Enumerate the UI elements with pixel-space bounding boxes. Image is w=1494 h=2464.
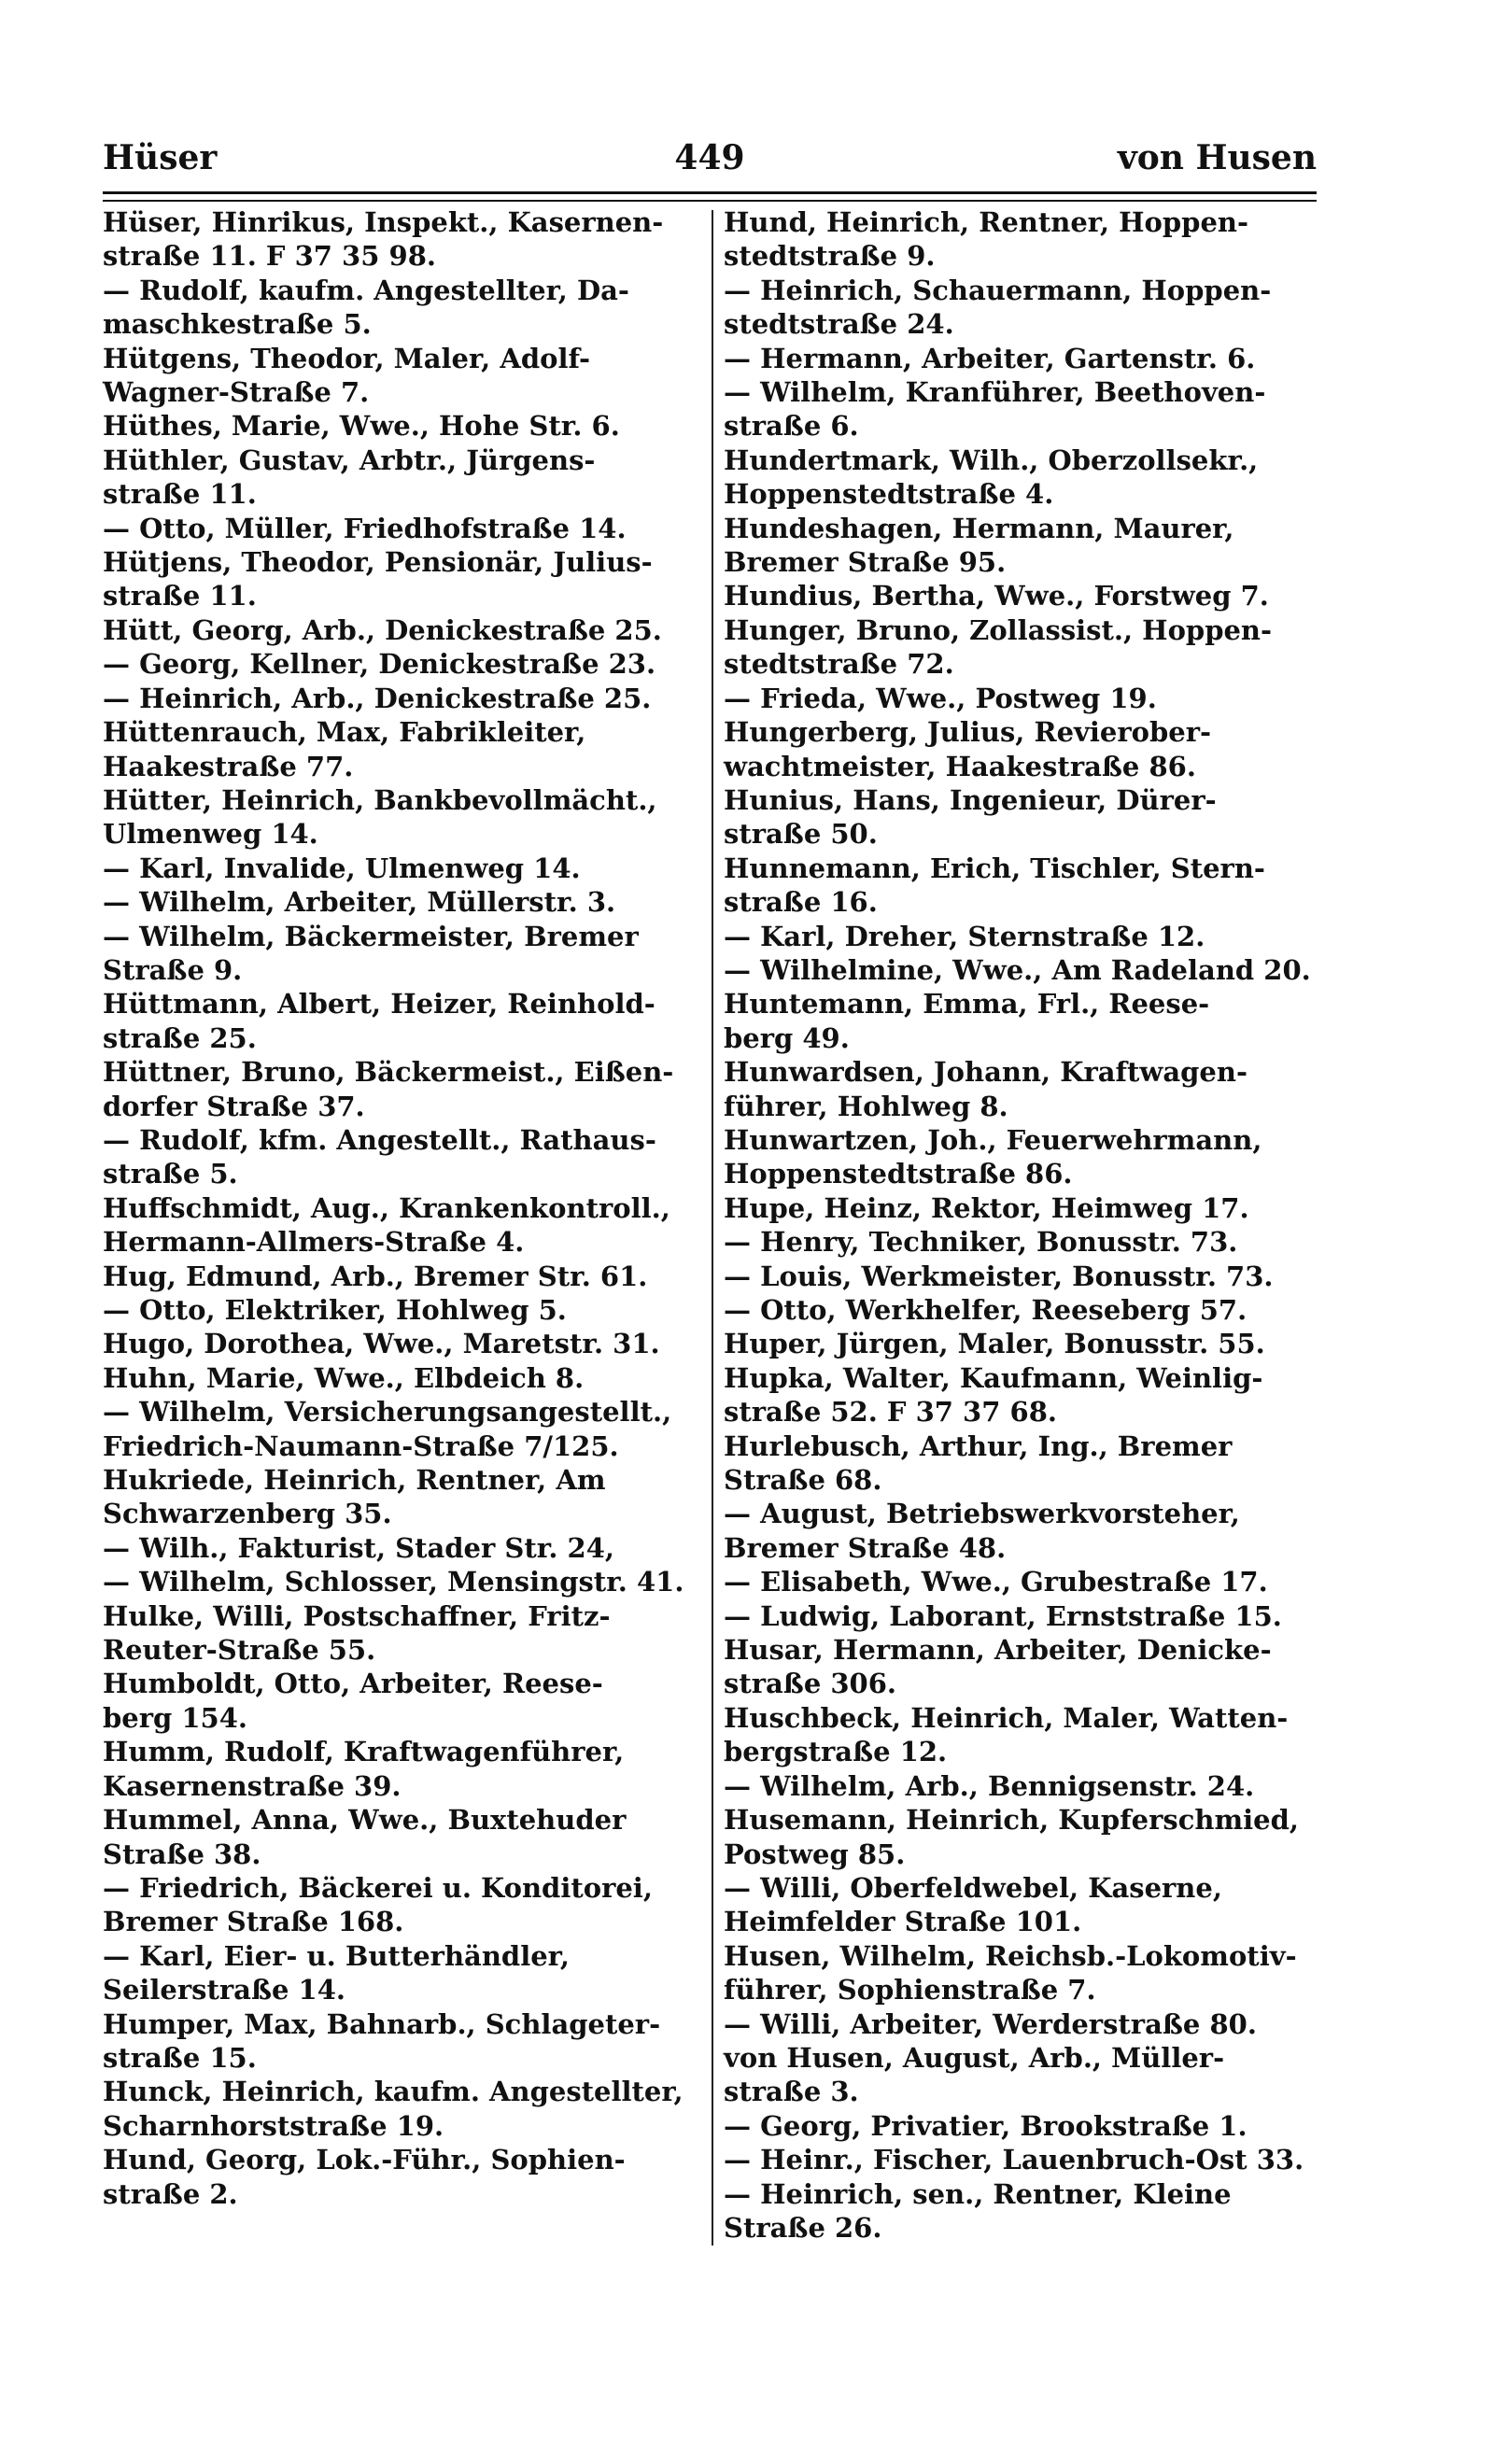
- directory-entry: [103, 1565, 700, 1598]
- directory-entry: [724, 1769, 1321, 1803]
- entry-line: Scharnhorststraße 19.: [103, 2109, 444, 2142]
- page-header: [103, 131, 1317, 187]
- entry-line: Hummel, Anna, Wwe., Buxtehuder: [103, 1804, 627, 1837]
- directory-entry: [103, 1599, 700, 1668]
- entry-line: Hütgens, Theodor, Maler, Adolf-: [103, 342, 590, 374]
- directory-entry: [724, 783, 1321, 852]
- entry-line: straße 52. F 37 37 68.: [724, 1396, 1057, 1429]
- directory-entry: [724, 1871, 1321, 1939]
- entry-line: Hüttmann, Albert, Heizer, Reinhold-: [103, 988, 655, 1021]
- directory-entry: [103, 545, 700, 613]
- directory-entry: [724, 1565, 1321, 1598]
- entry-line: Hüthler, Gustav, Arbtr., Jürgens-: [103, 444, 596, 476]
- entry-line: von Husen, August, Arb., Müller-: [724, 2041, 1225, 2074]
- directory-entry: [103, 1735, 700, 1803]
- directory-entry: [724, 579, 1321, 612]
- directory-entry: [103, 205, 700, 274]
- entry-line: — Heinrich, Arb., Denickestraße 25.: [103, 682, 652, 714]
- directory-entry: [103, 715, 700, 783]
- left-column: [103, 205, 700, 2211]
- entry-line: Hupka, Walter, Kaufmann, Weinlig-: [724, 1361, 1263, 1394]
- header-right-keyword: von Husen: [1117, 138, 1317, 177]
- directory-entry: [103, 987, 700, 1055]
- entry-line: — Hermann, Arbeiter, Gartenstr. 6.: [724, 342, 1256, 374]
- entry-line: straße 5.: [103, 1158, 238, 1190]
- directory-entry: [724, 613, 1321, 682]
- entry-line: Seilerstraße 14.: [103, 1974, 345, 2006]
- directory-entry: [103, 2007, 700, 2076]
- directory-entry: [103, 1395, 700, 1463]
- entry-line: — Heinrich, sen., Rentner, Kleine: [724, 2177, 1232, 2210]
- entry-line: — Rudolf, kaufm. Angestellter, Da-: [103, 274, 629, 306]
- directory-entry: [103, 1327, 700, 1360]
- entry-line: — Otto, Werkhelfer, Reeseberg 57.: [724, 1294, 1247, 1326]
- directory-entry: [724, 444, 1321, 512]
- directory-entry: [724, 920, 1321, 953]
- entry-line: dorfer Straße 37.: [103, 1090, 365, 1122]
- entry-line: — Karl, Invalide, Ulmenweg 14.: [103, 852, 581, 884]
- directory-entry: [103, 274, 700, 342]
- directory-entry: [724, 2177, 1321, 2246]
- directory-entry: [724, 1055, 1321, 1123]
- entry-line: Schwarzenberg 35.: [103, 1498, 392, 1530]
- entry-line: — Otto, Elektriker, Hohlweg 5.: [103, 1294, 567, 1326]
- entry-line: Heimfelder Straße 101.: [724, 1906, 1082, 1938]
- directory-entry: [103, 682, 700, 715]
- directory-entry: [724, 1327, 1321, 1360]
- entry-line: — Rudolf, kfm. Angestellt., Rathaus-: [103, 1123, 656, 1156]
- directory-entry: [103, 1055, 700, 1123]
- entry-line: Hüser, Hinrikus, Inspekt., Kasernen-: [103, 206, 664, 238]
- entry-line: Hunwartzen, Joh., Feuerwehrmann,: [724, 1123, 1262, 1156]
- header-left-keyword: Hüser: [103, 138, 218, 177]
- entry-line: Hermann-Allmers-Straße 4.: [103, 1226, 525, 1259]
- entry-line: Postweg 85.: [724, 1837, 906, 1870]
- entry-line: Hundius, Bertha, Wwe., Forstweg 7.: [724, 580, 1269, 612]
- entry-line: Hukriede, Heinrich, Rentner, Am: [103, 1464, 606, 1497]
- entry-line: Hupe, Heinz, Rektor, Heimweg 17.: [724, 1191, 1249, 1224]
- directory-entry: [103, 1463, 700, 1531]
- directory-entry: [724, 1260, 1321, 1293]
- entry-line: Hug, Edmund, Arb., Bremer Str. 61.: [103, 1260, 648, 1292]
- directory-entry: [103, 1191, 700, 1260]
- entry-line: Wagner-Straße 7.: [103, 376, 370, 409]
- entry-line: Hunck, Heinrich, kaufm. Angestellter,: [103, 2076, 684, 2108]
- directory-entry: [724, 1225, 1321, 1259]
- directory-entry: [103, 852, 700, 885]
- entry-line: straße 2.: [103, 2177, 238, 2210]
- entry-line: — Georg, Kellner, Denickestraße 23.: [103, 648, 656, 681]
- entry-line: — Ludwig, Laborant, Ernststraße 15.: [724, 1599, 1282, 1632]
- entry-line: Bremer Straße 48.: [724, 1531, 1007, 1564]
- entry-line: — Friedrich, Bäckerei u. Konditorei,: [103, 1871, 653, 1904]
- directory-entry: [724, 1361, 1321, 1429]
- header-rule-top: [103, 191, 1317, 194]
- directory-entry: [724, 1497, 1321, 1565]
- entry-line: Friedrich-Naumann-Straße 7/125.: [103, 1429, 619, 1462]
- directory-entry: [724, 1633, 1321, 1701]
- entry-line: Hunwardsen, Johann, Kraftwagen-: [724, 1056, 1247, 1089]
- entry-line: Bremer Straße 95.: [724, 546, 1007, 579]
- entry-line: berg 154.: [103, 1701, 248, 1734]
- entry-line: Huntemann, Emma, Frl., Reese-: [724, 988, 1210, 1021]
- entry-line: Hugo, Dorothea, Wwe., Maretstr. 31.: [103, 1328, 660, 1360]
- directory-entry: [103, 920, 700, 988]
- directory-entry: [103, 2075, 700, 2143]
- entry-line: straße 306.: [724, 1668, 897, 1700]
- entry-line: — Wilhelm, Arbeiter, Müllerstr. 3.: [103, 886, 616, 919]
- entry-line: straße 15.: [103, 2041, 257, 2074]
- right-column: [724, 205, 1321, 2245]
- entry-line: — Wilhelm, Bäckermeister, Bremer: [103, 920, 639, 952]
- entry-line: straße 16.: [724, 886, 878, 919]
- directory-entry: [724, 953, 1321, 987]
- column-divider: [712, 210, 713, 2246]
- directory-entry: [724, 512, 1321, 580]
- entry-line: Bremer Straße 168.: [103, 1906, 404, 1938]
- entry-line: Humm, Rudolf, Kraftwagenführer,: [103, 1736, 625, 1768]
- entry-line: Reuter-Straße 55.: [103, 1634, 376, 1667]
- directory-entry: [724, 1803, 1321, 1871]
- entry-line: — Louis, Werkmeister, Bonusstr. 73.: [724, 1260, 1274, 1292]
- directory-entry: [724, 682, 1321, 715]
- directory-entry: [103, 342, 700, 410]
- entry-line: Huschbeck, Heinrich, Maler, Watten-: [724, 1701, 1289, 1734]
- directory-entry: [724, 1123, 1321, 1191]
- directory-entry: [103, 1123, 700, 1191]
- directory-entry: [103, 1939, 700, 2007]
- entry-line: — Frieda, Wwe., Postweg 19.: [724, 682, 1157, 714]
- directory-entry: [103, 885, 700, 919]
- entry-line: Humboldt, Otto, Arbeiter, Reese-: [103, 1668, 603, 1700]
- entry-line: Hunius, Hans, Ingenieur, Dürer-: [724, 783, 1217, 816]
- entry-line: straße 6.: [724, 410, 859, 443]
- entry-line: — Georg, Privatier, Brookstraße 1.: [724, 2109, 1247, 2142]
- entry-line: stedtstraße 9.: [724, 240, 936, 273]
- entry-line: Hütt, Georg, Arb., Denickestraße 25.: [103, 613, 662, 646]
- directory-entry: [724, 2041, 1321, 2109]
- entry-line: berg 49.: [724, 1021, 850, 1054]
- directory-entry: [724, 375, 1321, 444]
- entry-line: Husemann, Heinrich, Kupferschmied,: [724, 1804, 1300, 1837]
- entry-line: — Wilhelmine, Wwe., Am Radeland 20.: [724, 953, 1311, 986]
- directory-entry: [724, 342, 1321, 375]
- entry-line: maschkestraße 5.: [103, 308, 372, 341]
- entry-line: — Elisabeth, Wwe., Grubestraße 17.: [724, 1566, 1268, 1598]
- entry-line: straße 11.: [103, 478, 257, 511]
- entry-line: Hunger, Bruno, Zollassist., Hoppen-: [724, 613, 1273, 646]
- directory-entry: [103, 1361, 700, 1395]
- directory-entry: [103, 444, 700, 512]
- entry-line: Huper, Jürgen, Maler, Bonusstr. 55.: [724, 1328, 1265, 1360]
- entry-line: straße 11. F 37 35 98.: [103, 240, 436, 273]
- directory-entry: [103, 1293, 700, 1327]
- entry-line: straße 50.: [724, 818, 878, 851]
- entry-line: bergstraße 12.: [724, 1736, 948, 1768]
- entry-line: wachtmeister, Haakestraße 86.: [724, 750, 1196, 782]
- entry-line: Humper, Max, Bahnarb., Schlageter-: [103, 2007, 661, 2040]
- entry-line: Hulke, Willi, Postschaffner, Fritz-: [103, 1599, 611, 1632]
- directory-entry: [724, 2109, 1321, 2143]
- directory-entry: [103, 1667, 700, 1735]
- entry-line: Husen, Wilhelm, Reichsb.-Lokomotiv-: [724, 1939, 1297, 1972]
- entry-line: Husar, Hermann, Arbeiter, Denicke-: [724, 1634, 1272, 1667]
- entry-line: straße 3.: [724, 2076, 859, 2108]
- directory-entry: [724, 1701, 1321, 1769]
- directory-entry: [724, 1293, 1321, 1327]
- entry-line: stedtstraße 72.: [724, 648, 954, 681]
- entry-line: führer, Sophienstraße 7.: [724, 1974, 1096, 2006]
- entry-line: Hüttner, Bruno, Bäckermeist., Eißen-: [103, 1056, 674, 1089]
- page-number: 449: [674, 138, 745, 177]
- directory-entry: [724, 715, 1321, 783]
- entry-line: Hoppenstedtstraße 86.: [724, 1158, 1073, 1190]
- entry-line: Hundeshagen, Hermann, Maurer,: [724, 512, 1234, 544]
- entry-line: Ulmenweg 14.: [103, 818, 318, 851]
- directory-entry: [724, 2143, 1321, 2176]
- entry-line: — Willi, Oberfeldwebel, Kaserne,: [724, 1871, 1222, 1904]
- entry-line: Hüthes, Marie, Wwe., Hohe Str. 6.: [103, 410, 620, 443]
- directory-entry: [103, 1871, 700, 1939]
- directory-entry: [724, 987, 1321, 1055]
- entry-line: — Karl, Dreher, Sternstraße 12.: [724, 920, 1205, 952]
- directory-entry: [724, 1939, 1321, 2007]
- entry-line: Straße 26.: [724, 2211, 882, 2244]
- entry-line: Hurlebusch, Arthur, Ing., Bremer: [724, 1429, 1233, 1462]
- directory-entry: [103, 613, 700, 647]
- entry-line: — Wilhelm, Schlosser, Mensingstr. 41.: [103, 1566, 684, 1598]
- entry-line: — Wilhelm, Versicherungsangestellt.,: [103, 1396, 672, 1429]
- directory-entry: [103, 783, 700, 852]
- entry-line: Kasernenstraße 39.: [103, 1769, 402, 1802]
- entry-line: Hunnemann, Erich, Tischler, Stern-: [724, 852, 1265, 884]
- directory-entry: [103, 1531, 700, 1565]
- directory-entry: [724, 274, 1321, 342]
- entry-line: — Wilhelm, Kranführer, Beethoven-: [724, 376, 1266, 409]
- entry-line: Hund, Heinrich, Rentner, Hoppen-: [724, 206, 1249, 238]
- entry-line: — Karl, Eier- u. Butterhändler,: [103, 1939, 570, 1972]
- entry-line: Hundertmark, Wilh., Oberzollsekr.,: [724, 444, 1259, 476]
- entry-line: Hüttenrauch, Max, Fabrikleiter,: [103, 716, 586, 749]
- directory-entry: [724, 1599, 1321, 1633]
- entry-line: Straße 68.: [724, 1464, 882, 1497]
- entry-line: Haakestraße 77.: [103, 750, 354, 782]
- entry-line: — Heinrich, Schauermann, Hoppen-: [724, 274, 1272, 306]
- entry-line: Straße 9.: [103, 953, 243, 986]
- directory-entry: [103, 1260, 700, 1293]
- entry-line: Hütjens, Theodor, Pensionär, Julius-: [103, 546, 653, 579]
- entry-line: — Willi, Arbeiter, Werderstraße 80.: [724, 2007, 1257, 2040]
- directory-entry: [103, 2143, 700, 2211]
- entry-line: straße 11.: [103, 580, 257, 612]
- entry-line: Huffschmidt, Aug., Krankenkontroll.,: [103, 1191, 670, 1224]
- directory-entry: [724, 2007, 1321, 2041]
- directory-entry: [724, 205, 1321, 274]
- directory-entry: [103, 512, 700, 545]
- entry-line: Straße 38.: [103, 1837, 261, 1870]
- directory-entry: [724, 1191, 1321, 1225]
- entry-line: Hund, Georg, Lok.-Führ., Sophien-: [103, 2144, 626, 2176]
- entry-line: Hütter, Heinrich, Bankbevollmächt.,: [103, 783, 657, 816]
- directory-entry: [103, 1803, 700, 1871]
- entry-line: führer, Hohlweg 8.: [724, 1090, 1008, 1122]
- entry-line: — Henry, Techniker, Bonusstr. 73.: [724, 1226, 1238, 1259]
- entry-line: — Otto, Müller, Friedhofstraße 14.: [103, 512, 627, 544]
- entry-line: Hungerberg, Julius, Revierober-: [724, 716, 1212, 749]
- entry-line: — Heinr., Fischer, Lauenbruch-Ost 33.: [724, 2144, 1304, 2176]
- entry-line: straße 25.: [103, 1021, 257, 1054]
- entry-line: Hoppenstedtstraße 4.: [724, 478, 1054, 511]
- directory-entry: [724, 1429, 1321, 1498]
- directory-entry: [103, 647, 700, 681]
- directory-entry: [724, 852, 1321, 920]
- entry-line: Huhn, Marie, Wwe., Elbdeich 8.: [103, 1361, 585, 1394]
- entry-line: — August, Betriebswerkvorsteher,: [724, 1498, 1240, 1530]
- header-rule-bottom: [103, 200, 1317, 202]
- entry-line: stedtstraße 24.: [724, 308, 954, 341]
- entry-line: — Wilhelm, Arb., Bennigsenstr. 24.: [724, 1769, 1255, 1802]
- directory-entry: [103, 409, 700, 443]
- entry-line: — Wilh., Fakturist, Stader Str. 24,: [103, 1531, 614, 1564]
